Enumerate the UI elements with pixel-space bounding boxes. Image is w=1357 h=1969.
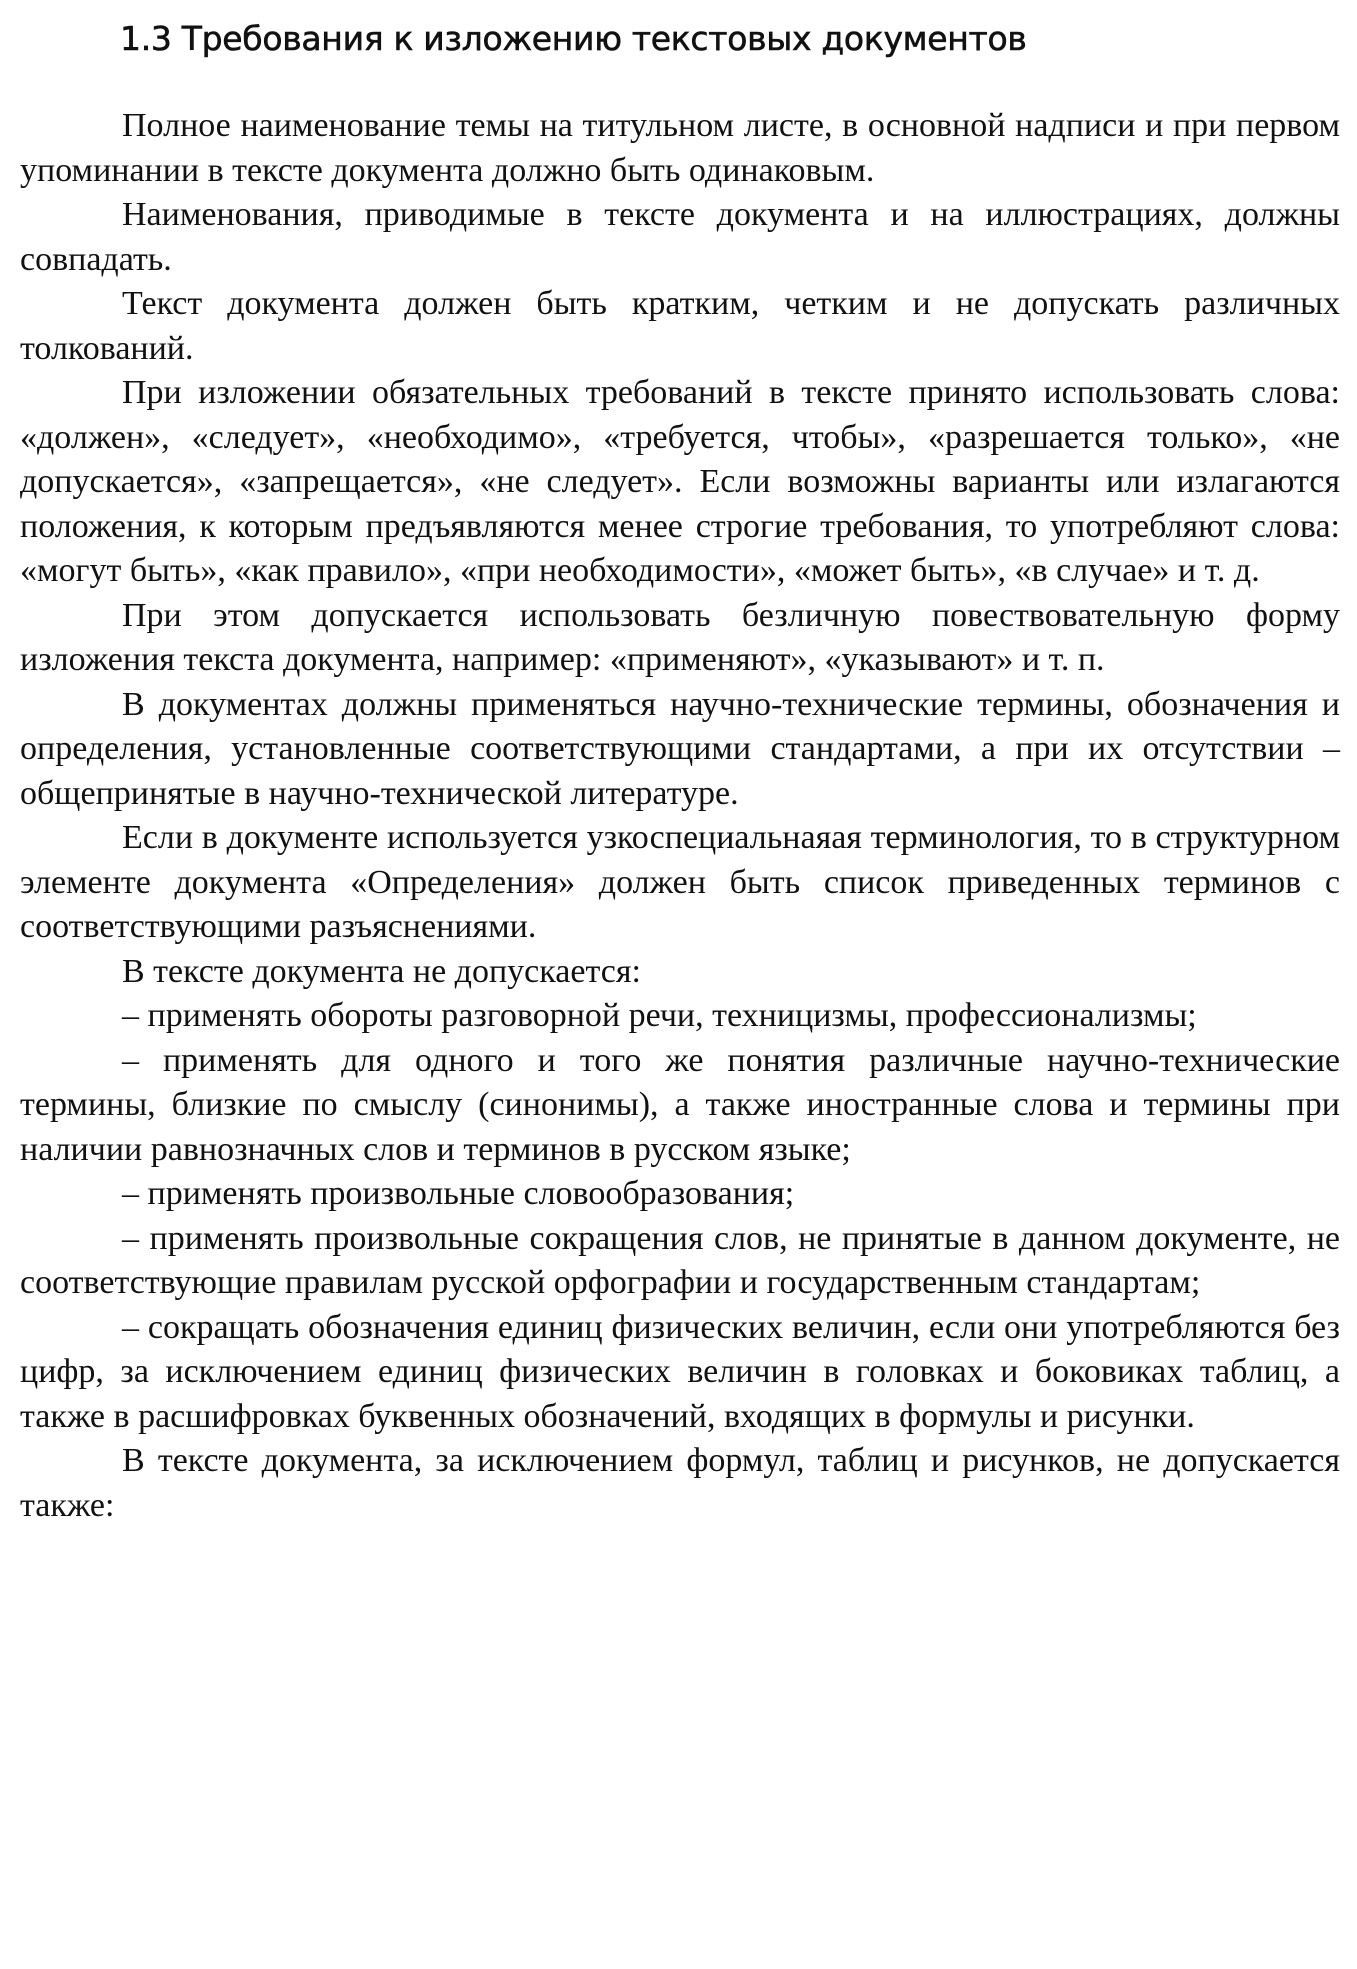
- paragraph: Полное наименование темы на титульном листе, в основной надписи и при первом упоминании в тексте документа должно быть одинаковым.: [20, 107, 1340, 189]
- paragraph: В документах должны применяться научно-технические термины, обозначения и определения, установленные соответствующими стандартами, а при их отсутствии – общепринятые в научно-технической литературе.: [20, 685, 1340, 812]
- list-item: – сокращать обозначения единиц физических величин, если они употребляются без цифр, за исключением единиц физических величин в головках и боковиках таблиц, а также в расшифровках буквенных обозначений, входящих в формулы и рисунки.: [20, 1308, 1340, 1435]
- paragraph: При изложении обязательных требований в тексте принято использовать слова: «должен», «следует», «необходимо», «требуется, чтобы», «разрешается только», «не допускается», «запрещается», «не следует». Если возможны варианты или излагаются положения, к которым предъявляются менее строгие требования, то употребляют слова: «могут быть», «как правило», «при необходимости», «может быть», «в случае» и т. д.: [20, 374, 1340, 589]
- document-page: [20, 0, 1340, 1528]
- paragraph: При этом допускается использовать безличную повествовательную форму изложения текста документа, например: «применяют», «указывают» и т. п.: [20, 596, 1340, 678]
- paragraph: Текст документа должен быть кратким, четким и не допускать различных толкований.: [20, 285, 1340, 367]
- paragraph: Если в документе используется узкоспециальнаяая терминология, то в структурном элементе документа «Определения» должен быть список приведенных терминов с соответствующими разъяснениями.: [20, 819, 1340, 945]
- paragraph: В тексте документа, за исключением формул, таблиц и рисунков, не допускается также:: [20, 1442, 1340, 1524]
- list-item: – применять произвольные словообразования;: [122, 1175, 795, 1212]
- paragraph: Наименования, приводимые в тексте документа и на иллюстрациях, должны совпадать.: [20, 196, 1340, 278]
- list-item: – применять произвольные сокращения слов, не принятые в данном документе, не соответствующие правилам русской орфографии и государственным стандартам;: [20, 1219, 1340, 1301]
- list-item: – применять обороты разговорной речи, техницизмы, профессионализмы;: [122, 997, 1197, 1034]
- document-body: [20, 67, 1340, 1528]
- list-item: – применять для одного и того же понятия различные научно-технические термины, близкие по смыслу (синонимы), а также иностранные слова и термины при наличии равнозначных слов и терминов в русском языке;: [20, 1041, 1340, 1168]
- paragraph: В тексте документа не допускается:: [122, 952, 641, 990]
- section-title: 1.3 Требования к изложению текстовых документов: [120, 19, 1027, 58]
